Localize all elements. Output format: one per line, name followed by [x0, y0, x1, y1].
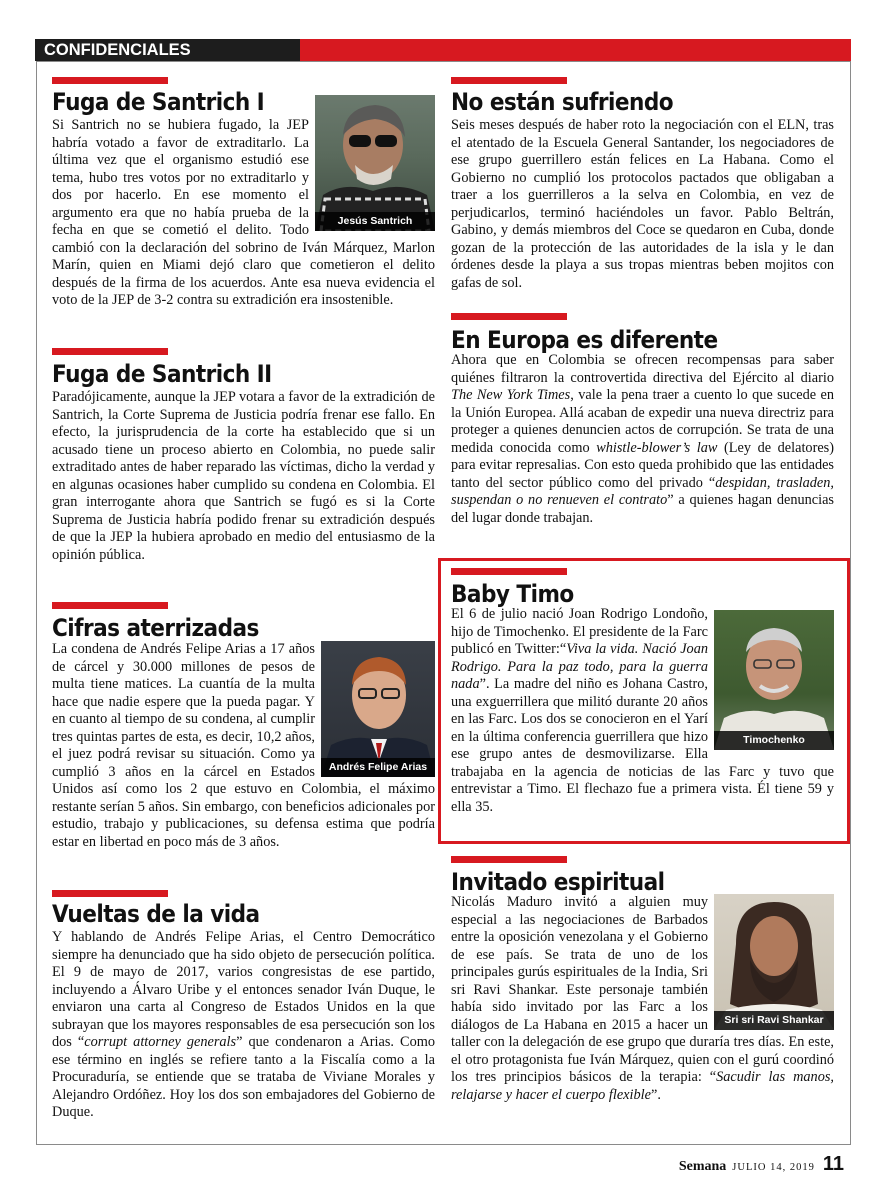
article-rule [451, 313, 567, 320]
portrait-icon [321, 641, 435, 777]
article-fuga-santrich-2 [52, 389, 435, 564]
magazine-name: Semana [678, 1159, 727, 1174]
article-title: Baby Timo [451, 580, 574, 608]
article-title: Invitado espiritual [451, 868, 665, 896]
article-title: No están sufriendo [451, 88, 674, 116]
page-footer [679, 1153, 844, 1176]
issue-date: JULIO 14, 2019 [732, 1162, 815, 1173]
article-title: Fuga de Santrich I [52, 88, 265, 116]
article-text: La condena de Andrés Felipe Arias a 17 años de cárcel y 30.000 millones de pesos de multa tiene matices. La cuantía de la multa hace que nadie espere que la pueda pagar. Y en cuanto al tiempo de su condena, al cumplir tres quintas partes de esta, es decir, 10,2 años, el juez podrá revisar su situación. Como ya cumplió 3 años en la cárcel en Estados Unidos así como los 2 que estuvo en Colombia, el máximo restante serían 5 años. Sin embargo, con beneficios adicionales por estudio, trabajo y publicaciones, su defensa estima que podría estar en libertad en poco más de 3 años. [52, 641, 435, 850]
photo-caption: Jesús Santrich [315, 212, 435, 231]
article-text: Paradójicamente, aunque la JEP votara a favor de la extradición de Santrich, la Corte Suprema de Justicia podría frenar ese fallo. En efecto, la jurisprudencia de la corte ha establecido que si un acusado tiene un proceso abierto en Colombia, no puede salir extraditado antes de haber reparado las víctimas, dicho la verdad y en algunas ocasiones haber cumplido su condena en Colombia. El gran interrogante ahora que Santrich se fugó es si la Corte Suprema de Justicia habría podido frenar su extradición después de que la JEP la hubiera aprobado en medio del entusiasmo de la opinión pública. [52, 389, 435, 563]
article-rule [52, 77, 168, 84]
photo-andres-felipe-arias [321, 641, 435, 777]
photo-caption: Sri sri Ravi Shankar [714, 1011, 834, 1030]
article-rule [451, 77, 567, 84]
portrait-icon [315, 95, 435, 231]
article-rule [52, 602, 168, 609]
article-invitado-espiritual [451, 894, 834, 1104]
article-title: Fuga de Santrich II [52, 360, 272, 388]
page-number: 11 [822, 1153, 844, 1175]
article-rule [451, 856, 567, 863]
portrait-icon [714, 610, 834, 750]
portrait-icon [714, 894, 834, 1030]
photo-caption: Timochenko [714, 731, 834, 750]
article-en-europa [451, 352, 834, 527]
article-rule [451, 568, 567, 575]
article-title: En Europa es diferente [451, 326, 718, 354]
article-no-estan-sufriendo [451, 117, 834, 292]
article-rule [52, 348, 168, 355]
photo-jesus-santrich [315, 95, 435, 231]
article-text: Ahora que en Colombia se ofrecen recompensas para saber quiénes filtraron la controvertida directiva del Ejército al diario The New York Times, vale la pena traer a cuento lo que sucede en la Unión Europea. Allá acaban de expedir una nueva directriz para proteger a quienes denuncien actos de corrupción. Se trata de una medida conocida como whistle-blower’s law (Ley de delatores) para evitar represalias. Con esto queda prohibido que las entidades tanto del sector público como del privado “despidan, trasladen, suspendan o no renueven el contrato” a quienes hagan denuncias del lugar donde trabajan. [451, 352, 835, 526]
section-label: CONFIDENCIALES [44, 41, 191, 59]
photo-sri-sri-ravi-shankar [714, 894, 834, 1030]
article-vueltas-de-la-vida [52, 929, 435, 1122]
article-fuga-santrich-1 [52, 117, 435, 310]
article-text: Seis meses después de haber roto la negociación con el ELN, tras el atentado de la Escuela General Santander, los negociadores de ese grupo guerrillero están felices en La Habana. Como el Gobierno no cumplió los protocolos pactados que obligaban a traer a los guerrilleros a la selva en Colombia, en vez de perjudicarlos, terminó haciéndoles un favor. Pablo Beltrán, Gabino, y demás miembros del Coce se quedaron en Cuba, donde gozan de la protección de las autoridades de la isla y le dan órdenes desde la playa a sus tropas mientras beben mojitos con gafas de sol. [451, 117, 834, 291]
article-rule [52, 890, 168, 897]
article-text: Si Santrich no se hubiera fugado, la JEP habría votado a favor de extraditarlo. La última vez que el organismo estudió ese tema, hubo tres votos por no extraditarlo y dos por hacerlo. En ese momento el argumento era que no había prueba de la fecha en que se cometió el delito. Todo cambió con la declaración del sobrino de Iván Márquez, Marlon Marín, quien en Miami dejó claro que cometieron el delito después de la firma de los acuerdos. Ante esa nueva evidencia el voto de la JEP de 3-2 contra su extradición era insostenible. [52, 117, 435, 308]
article-cifras-aterrizadas [52, 641, 435, 851]
article-text: El 6 de julio nació Joan Rodrigo Londoño, hijo de Timochenko. El presidente de la Farc publicó en Twitter:“Viva la vida. Nació Joan Rodrigo. Para la paz todo, para la guerra nada”. La madre del niño es Johana Castro, una exguerrillera que militó durante 20 años en las Farc. Los dos se conocieron en el Yarí en la última conferencia guerrillera que hizo ese grupo antes de desmovilizarse. Ella trabajaba en la agencia de noticias de las Farc y tuvo que entrevistar a Timo. El flechazo fue a primera vista. Él tiene 59 y ella 35. [451, 606, 834, 815]
photo-caption: Andrés Felipe Arias [321, 758, 435, 777]
article-text: Nicolás Maduro invitó a alguien muy especial a las negociaciones de Barbados entre la oposición venezolana y el Gobierno de ese país. Se trata de uno de los principales gurús espirituales de la India, Sri sri Ravi Shankar. Este personaje también había sido invitado por las Farc a los diálogos de La Habana en 2015 a hacer un taller con la delegación de ese grupo que duraría tres días. En este, el otro protagonista fue Iván Márquez, quien con el gurú coordinó los tres principios básicos de la terapia: “Sacudir las manos, relajarse y hacer el cuerpo flexible”. [451, 894, 834, 1103]
article-title: Vueltas de la vida [52, 900, 260, 928]
article-text: Y hablando de Andrés Felipe Arias, el Centro Democrático siempre ha denunciado que ha sido objeto de persecución política. El 9 de mayo de 2017, varios congresistas de ese partido, incluyendo a Álvaro Uribe y el entonces senador Iván Duque, le enviaron una carta al Congreso de Estados Unidos en la que subrayan que los mayores responsables de esa persecución son los dos “corrupt attorney generals” que condenaron a Arias. Como ese término en inglés se refiere tanto a la Fiscalía como a la Procuraduría, se entiende que se trataba de Viviane Morales y Alejandro Ordóñez. Hoy los dos son embajadores del Gobierno de Duque. [52, 929, 435, 1120]
article-baby-timo [451, 606, 834, 816]
photo-timochenko [714, 610, 834, 750]
article-title: Cifras aterrizadas [52, 614, 259, 642]
